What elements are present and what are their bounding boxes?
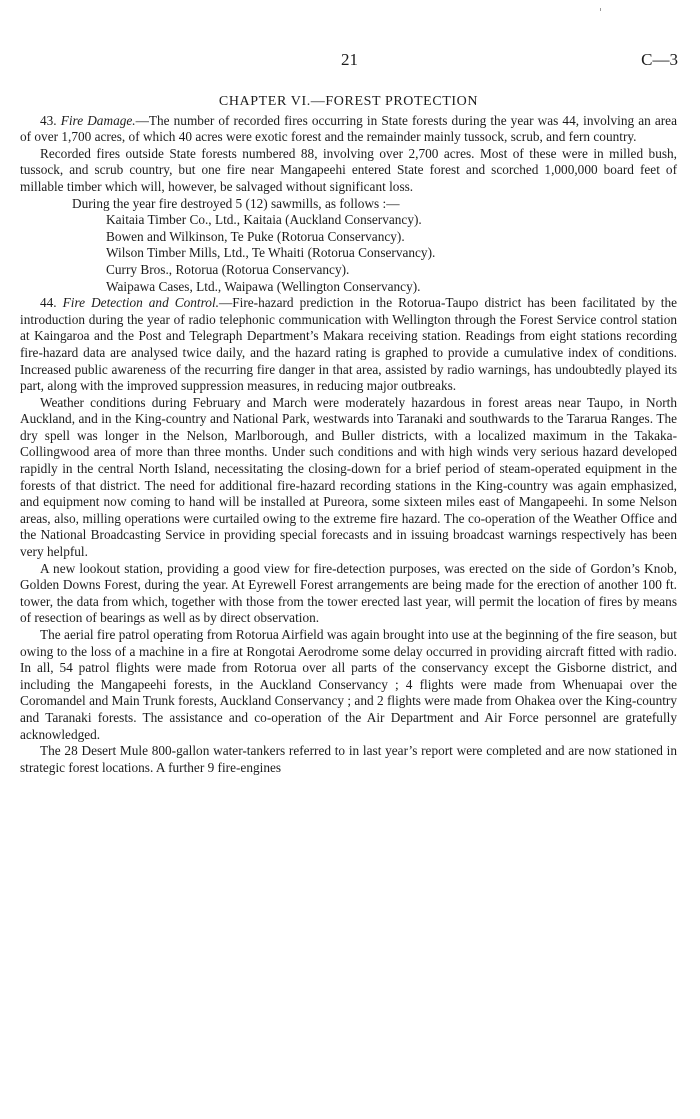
list-item: Kaitaia Timber Co., Ltd., Kaitaia (Auckland Conservancy). bbox=[106, 212, 422, 228]
paragraph-44 bbox=[20, 295, 677, 395]
paragraph-text: —Fire-hazard prediction in the Rotorua-Taupo district has been facilitated by the introduction during the year of radio telephonic communication with Wellington through the Forest Service control station at Kaingaroa and the Post and Telegraph Department’s Makara receiving station. Readings from eight stations recording fire-hazard data are analysed twice daily, and the hazard rating is graphed to provide a cumulative index of conditions. Increased public awareness of the recurring fire danger in that area, assisted by radio warnings, has undoubtedly played its part, along with the improved suppression measures, in reducing major outbreaks. bbox=[20, 295, 678, 394]
paragraph-weather: Weather conditions during February and March were moderately hazardous in forest areas near Taupo, in North Auckland, and in the King-country and National Park, westwards into Taranaki and southwards to the Tararua Ranges. The dry spell was longer in the Nelson, Marlborough, and Buller districts, with a localized maximum in the Takaka-Collingwood area of more than three months. Under such conditions and with high winds very serious hazard developed rapidly in the central North Island, necessitating the closing-down for a brief period of steam-operated equipment in the forests of that district. The need for additional fire-hazard recording stations in the King-country was again emphasized, and equipment now coming to hand will be installed at Pureora, some sixteen miles east of Mangapeehi. In some Nelson areas, also, milling operations were curtailed owing to the extreme fire hazard. The co-operation of the Weather Office and the National Broadcasting Service in providing special forecasts and in issuing broadcast warnings respectively has been very helpful. bbox=[20, 394, 677, 560]
list-item: Curry Bros., Rotorua (Rotorua Conservancy). bbox=[106, 261, 350, 277]
section-title: Fire Detection and Control. bbox=[62, 295, 219, 311]
page-number: 21 bbox=[341, 50, 358, 69]
paragraph-outside-fires: Recorded fires outside State forests numbered 88, involving over 2,700 acres. Most of these were in milled bush, tussock, and scrub country, but one fire near Mangapeehi entered State forest and scorched 1,000,000 board feet of millable timber which will, however, be salvaged without significant loss. bbox=[20, 145, 677, 194]
list-item: Bowen and Wilkinson, Te Puke (Rotorua Conservancy). bbox=[106, 228, 405, 244]
report-reference: C—3 bbox=[641, 50, 678, 69]
paragraph-tankers: The 28 Desert Mule 800-gallon water-tankers referred to in last year’s report were completed and are now stationed in strategic forest locations. A further 9 fire-engines bbox=[20, 743, 677, 775]
paragraph-43 bbox=[20, 113, 677, 146]
scan-mark bbox=[600, 8, 601, 11]
section-number: 43. bbox=[40, 112, 57, 128]
body-text bbox=[20, 94, 677, 776]
section-title: Fire Damage. bbox=[60, 112, 136, 128]
paragraph-aerial-patrol: The aerial fire patrol operating from Rotorua Airfield was again brought into use at the beginning of the fire season, but owing to the loss of a machine in a fire at Rongotai Aerodrome some delay occurred in providing aircraft fitted with radio. In all, 54 patrol flights were made from Rotorua over all parts of the conservancy except the Gisborne district, and including the Mangapeehi forests, in the Auckland Conservancy ; 4 flights were made from Whenuapai over the Coromandel and Main Trunk forests, Auckland Conservancy ; and 2 flights were made from Ohakea over the King-country and Taranaki forests. The assistance and co-operation of the Air Department and Air Force personnel are gratefully acknowledged. bbox=[20, 627, 677, 742]
paragraph-lookout: A new lookout station, providing a good view for fire-detection purposes, was erected on the side of Gordon’s Knob, Golden Downs Forest, during the year. At Eyrewell Forest arrangements are being made for the erection of another 100 ft. tower, the data from which, together with those from the tower erected last year, will permit the location of fires by means of resection of bearings as well as by direct observation. bbox=[20, 560, 677, 626]
page-header bbox=[0, 52, 700, 74]
list-item: Waipawa Cases, Ltd., Waipawa (Wellington Conservancy). bbox=[106, 278, 421, 294]
sawmill-list bbox=[20, 212, 677, 295]
chapter-title: CHAPTER VI.—FOREST PROTECTION bbox=[218, 94, 479, 109]
list-item: Wilson Timber Mills, Ltd., Te Whaiti (Rotorua Conservancy). bbox=[106, 245, 436, 261]
paragraph-text: —The number of recorded fires occurring in State forests during the year was 44, involving an area of over 1,700 acres, of which 40 acres were exotic forest and the remainder mainly tussock, scrub, and fern country. bbox=[20, 112, 677, 145]
section-number: 44. bbox=[40, 295, 57, 311]
sawmills-intro: During the year fire destroyed 5 (12) sawmills, as follows :— bbox=[72, 195, 400, 211]
